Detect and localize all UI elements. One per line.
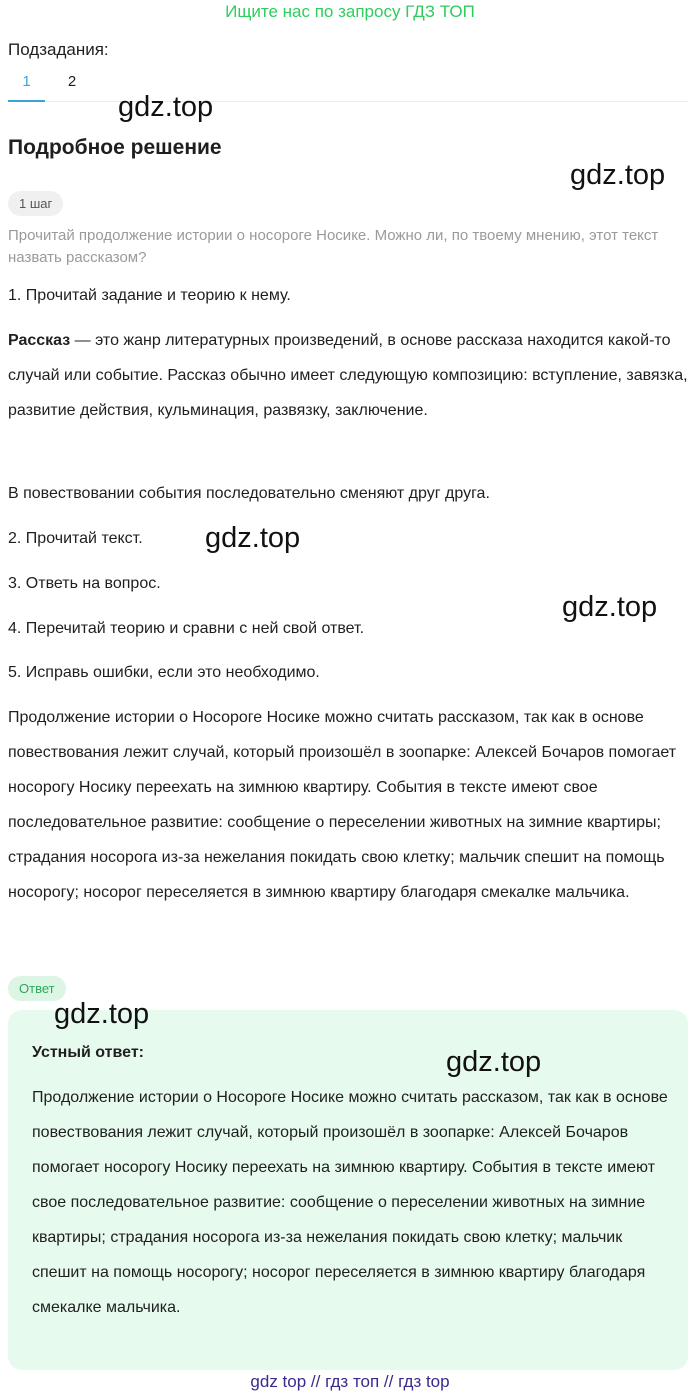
theory-paragraph bbox=[8, 323, 692, 428]
step-item: 5. Исправь ошибки, если это необходимо. bbox=[8, 664, 320, 681]
search-banner: Ищите нас по запросу ГДЗ ТОП bbox=[225, 2, 475, 21]
step-item: 3. Ответь на вопрос. bbox=[8, 575, 161, 592]
step-badge: 1 шаг bbox=[8, 191, 63, 216]
theory-definition: — это жанр литературных произведений, в основе рассказа находится какой-то случай или событие. Рассказ обычно имеет следующую композицию: вступление, завязка, развитие действия, кульминация, развязку, заключение. bbox=[8, 332, 688, 419]
answer-box bbox=[8, 1010, 688, 1370]
task-question: Прочитай продолжение истории о носороге Носике. Можно ли, по твоему мнению, этот текст назвать рассказом? bbox=[8, 227, 659, 266]
theory-note: В повествовании события последовательно сменяют друг друга. bbox=[8, 485, 490, 502]
step-item: 4. Перечитай теорию и сравни с ней свой ответ. bbox=[8, 620, 365, 637]
footer-watermark: gdz top // гдз топ // гдз top bbox=[250, 1372, 450, 1391]
tab-subtask-1[interactable]: 1 bbox=[8, 66, 45, 102]
page-title: Подробное решение bbox=[8, 136, 222, 159]
subtask-tabs bbox=[8, 66, 688, 102]
solution-conclusion: Продолжение истории о Носороге Носике можно считать рассказом, так как в основе повествования лежит случай, который произошёл в зоопарке: Алексей Бочаров помогает носорогу Носику переехать на зимнюю квартиру. События в тексте имеют свое последовательное развитие: сообщение о переселении животных на зимние квартиры; страдания носорога из-за нежелания покидать свою клетку; мальчик спешит на помощь носорогу; носорог переселяется в зимнюю квартиру благодаря смекалке мальчика. bbox=[8, 709, 677, 901]
watermark: gdz.top bbox=[562, 591, 658, 623]
answer-text: Продолжение истории о Носороге Носике можно считать рассказом, так как в основе повествования лежит случай, который произошёл в зоопарке: Алексей Бочаров помогает носорогу Носику переехать на зимнюю квартиру. События в тексте имеют свое последовательное развитие: сообщение о переселении животных на зимние квартиры; страдания носорога из-за нежелания покидать свою клетку; мальчик спешит на помощь носорогу; носорог переселяется в зимнюю квартиру благодаря смекалке мальчика. bbox=[32, 1089, 668, 1316]
theory-term: Рассказ bbox=[8, 332, 71, 349]
answer-title: Устный ответ: bbox=[32, 1044, 144, 1061]
watermark: gdz.top bbox=[54, 998, 150, 1030]
watermark: gdz.top bbox=[446, 1046, 542, 1078]
step-item: 1. Прочитай задание и теорию к нему. bbox=[8, 287, 291, 304]
tab-subtask-2[interactable]: 2 bbox=[67, 73, 77, 90]
watermark: gdz.top bbox=[570, 159, 666, 191]
watermark: gdz.top bbox=[205, 522, 301, 554]
watermark: gdz.top bbox=[118, 91, 214, 123]
step-item: 2. Прочитай текст. bbox=[8, 530, 143, 547]
answer-badge: Ответ bbox=[8, 976, 66, 1001]
subtasks-label: Подзадания: bbox=[8, 40, 109, 59]
